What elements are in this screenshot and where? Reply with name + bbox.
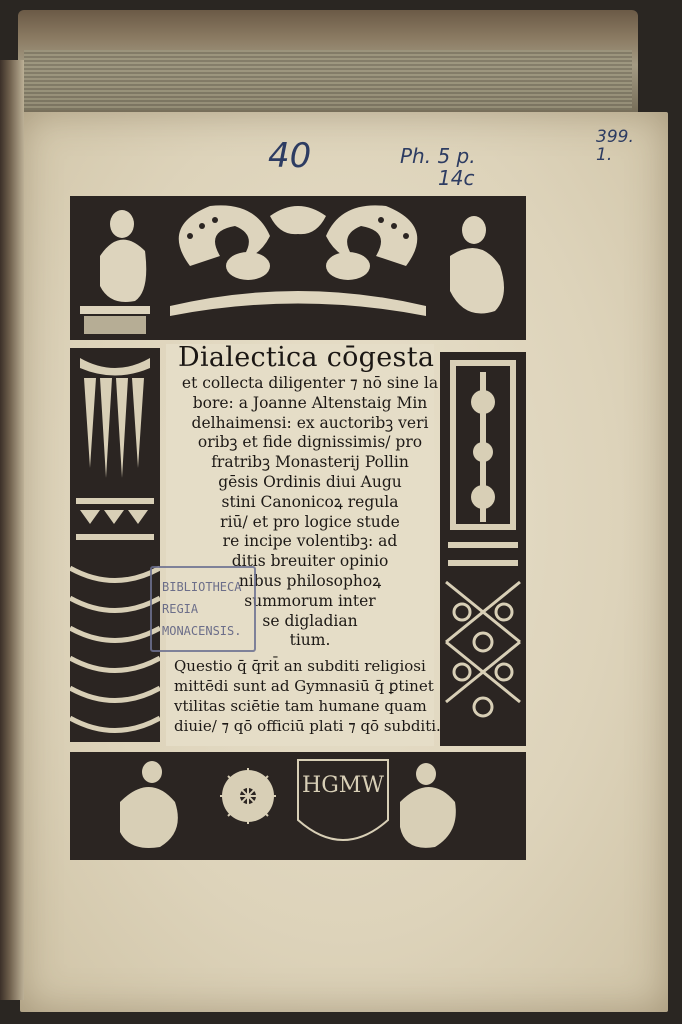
woodcut-monogram: HGMW — [302, 773, 384, 798]
woodcut-left-column — [70, 348, 160, 742]
book-top-edge — [18, 10, 638, 120]
handwritten-corner-note: 399. 1. — [596, 127, 634, 165]
title-line: delhaimensi: ex auctoribꝫ veri — [191, 413, 429, 432]
title-line: se digladian — [262, 611, 358, 630]
title-line: tium. — [289, 631, 331, 650]
question-line: Questio q̄ q̄rit̄ an subditi religiosi — [174, 657, 426, 675]
title-line: bore: a Joanne Altenstaig Min — [192, 393, 428, 412]
title-line: summorum inter — [244, 591, 376, 610]
woodcut-frame — [70, 196, 526, 860]
title-text-area — [166, 344, 434, 746]
question-line: mittēdi sunt ad Gymnasiū q̄ ꝑtinet — [174, 677, 434, 695]
library-stamp — [150, 566, 256, 652]
handwritten-shelfmark-2: 14c — [438, 166, 475, 190]
title-line: ditis breuiter opinio — [231, 552, 389, 571]
stamp-line: REGIA — [162, 602, 199, 616]
woodcut-bottom-panel — [70, 752, 526, 860]
question-line: vtilitas sciētie tam humane quam — [174, 697, 427, 715]
putti-flower-monogram-woodcut — [70, 752, 526, 860]
title-line: gēsis Ordinis diui Augu — [218, 472, 402, 491]
column-leaves-woodcut — [70, 348, 160, 742]
handwritten-shelfmark: Ph. 5 p. — [400, 144, 476, 168]
book-title: Dialectica cōgesta — [178, 342, 435, 373]
stamp-line: MONACENSIS. — [162, 624, 242, 638]
column-floral-woodcut — [440, 352, 526, 746]
stamp-line: BIBLIOTHECA — [162, 580, 242, 594]
woodcut-right-column — [440, 352, 526, 746]
title-line: stini Canonicoꝝ regula — [221, 492, 399, 511]
title-line: riū/ et pro logice stude — [220, 512, 400, 531]
putti-dragons-woodcut — [70, 196, 526, 340]
title-line: et collecta diligenter ⁊ nō sine la — [181, 374, 439, 392]
question-line: diuie/ ⁊ qō officiū plati ⁊ qō subditi. — [174, 717, 441, 735]
handwritten-number: 40 — [268, 136, 312, 176]
woodcut-top-panel — [70, 196, 526, 340]
title-line: re incipe volentibꝫ: ad — [222, 532, 398, 551]
title-line: fratribꝫ Monasterij Pollin — [211, 453, 409, 472]
title-line: oribꝫ et fide dignissimis/ pro — [197, 433, 423, 452]
book-left-edge — [0, 60, 24, 1000]
title-line: nibus philosophoꝝ — [238, 571, 382, 590]
